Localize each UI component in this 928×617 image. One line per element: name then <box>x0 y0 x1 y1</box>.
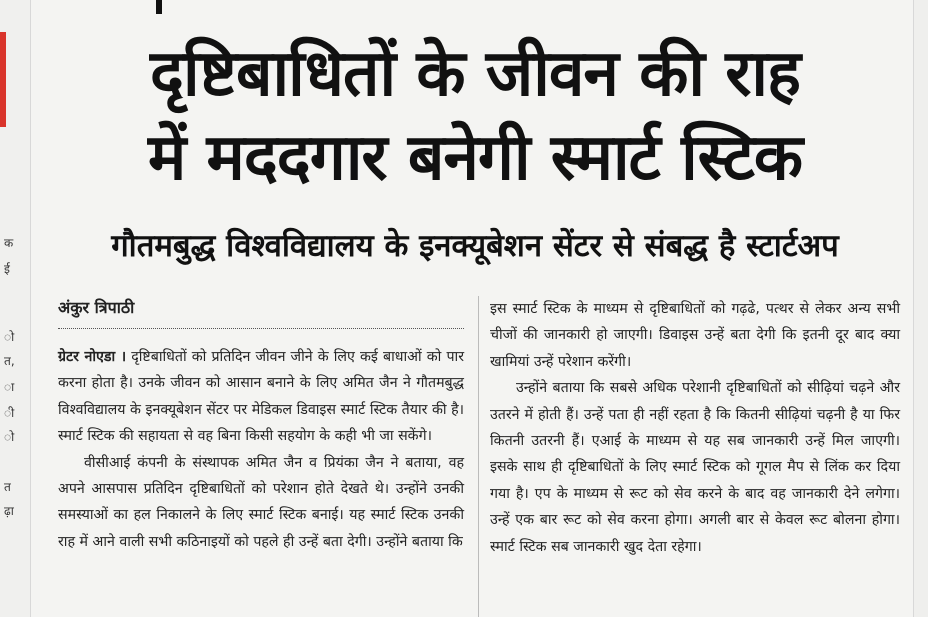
adjacent-column-strip-right <box>913 0 928 617</box>
byline-divider <box>58 328 464 329</box>
paragraph: वीसीआई कंपनी के संस्थापक अमित जैन व प्रियंका जैन ने बताया, वह अपने आसपास प्रतिदिन दृष्टिबाधितों को परेशान होते देखते थे। उन्होंने उनकी समस्याओं का हल निकालने के लिए स्मार्ट स्टिक बनाई। यह स्मार्ट स्टिक उनकी राह में आने वाली सभी कठिनाइयों को पहले ही उन्हें बता देगी। उन्होंने बताया कि <box>58 454 464 550</box>
headline-line-1: दृष्टिबाधितों के जीवन की राह <box>150 37 800 111</box>
red-margin-mark <box>0 32 6 127</box>
margin-fragment: त <box>4 480 11 494</box>
article-column-2 <box>490 296 900 560</box>
column-divider <box>478 296 479 617</box>
paragraph-text: दृष्टिबाधितों को प्रतिदिन जीवन जीने के लिए कई बाधाओं को पार करना होता है। उनके जीवन को आसान बनाने के लिए अमित जैन ने गौतमबुद्ध विश्वविद्यालय के इनक्यूबेशन सेंटर पर मेडिकल डिवाइस स्मार्ट स्टिक तैयार की है। स्मार्ट स्टिक की सहायता से वह बिना किसी सहयोग के कही भी जा सकेंगे। <box>58 349 464 445</box>
dateline: ग्रेटर नोएडा । <box>58 349 127 365</box>
paragraph: इस स्मार्ट स्टिक के माध्यम से दृष्टिबाधितों को गढ़ढे, पत्थर से लेकर अन्य सभी चीजों की जानकारी हो जाएगी। डिवाइस उन्हें बता देगी कि इतनी दूर बाद क्या खामियां उन्हें परेशान करेंगी। <box>490 301 900 370</box>
article-column-1 <box>58 344 464 555</box>
headline-line-2: में मददगार बनेगी स्मार्ट स्टिक <box>148 121 802 195</box>
subheadline: गौतमबुद्ध विश्वविद्यालय के इनक्यूबेशन सेंटर से संबद्ध है स्टार्टअप <box>111 228 839 264</box>
top-rule-mark <box>156 0 162 14</box>
margin-fragment: ी <box>4 406 15 420</box>
margin-fragment: क <box>4 236 14 250</box>
headline <box>40 32 910 200</box>
paragraph: उन्होंने बताया कि सबसे अधिक परेशानी दृष्टिबाधितों को सीढ़ियां चढ़ने और उतरने में होती हैं। उन्हें पता ही नहीं रहता है कि कितनी सीढ़ियां चढ़नी है या फिर कितनी उतरनी हैं। एआई के माध्यम से यह सब जानकारी उन्हें मिल जाएगी। इसके साथ ही दृष्टिबाधितों के लिए स्मार्ट स्टिक को गूगल मैप से लिंक कर दिया गया है। एप के माध्यम से रूट को सेव करने के बाद वह जानकारी देने लगेगा। उन्हें एक बार रूट को सेव करना होगा। अगली बार से केवल रूट बोलना होगा। स्मार्ट स्टिक सब जानकारी खुद देता रहेगा। <box>490 380 900 555</box>
margin-fragment: त, <box>4 354 15 368</box>
paragraph <box>58 344 464 450</box>
margin-fragment: ई <box>4 262 10 276</box>
byline: अंकुर त्रिपाठी <box>58 298 135 317</box>
margin-fragment: ढ़ा <box>4 504 14 518</box>
margin-fragment: ा <box>4 380 15 394</box>
margin-fragment: ो <box>4 430 15 444</box>
margin-fragment: ो <box>4 330 15 344</box>
